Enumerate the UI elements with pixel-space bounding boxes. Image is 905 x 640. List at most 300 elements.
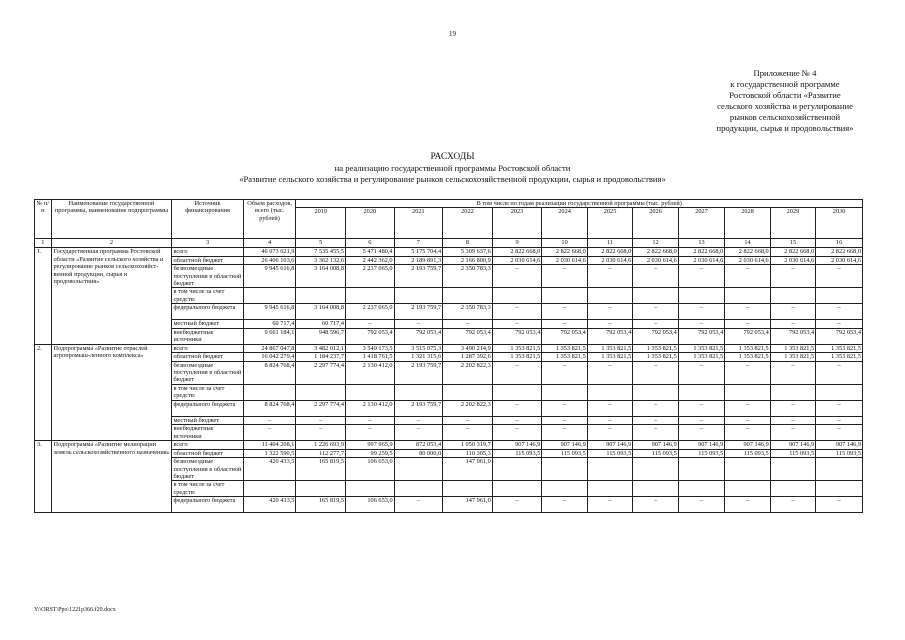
year-amount: – xyxy=(587,265,632,288)
year-amount: – xyxy=(725,425,770,441)
column-number: 16 xyxy=(816,239,863,248)
year-amount: 907 146,9 xyxy=(587,441,632,449)
year-amount: 2 193 759,7 xyxy=(394,361,443,384)
year-amount: 115 093,5 xyxy=(770,449,815,457)
year-amount: – xyxy=(816,361,863,384)
header-year: 2020 xyxy=(346,208,395,239)
year-amount: 948 596,7 xyxy=(296,328,346,344)
year-amount: – xyxy=(492,497,542,513)
appendix-line: Ростовской области «Развитие xyxy=(729,90,841,100)
year-amount: 907 146,9 xyxy=(816,441,863,449)
year-amount: – xyxy=(542,497,587,513)
year-amount: 1 353 821,5 xyxy=(542,344,587,352)
year-amount: – xyxy=(725,400,770,416)
funding-source: в том числе за счет средств: xyxy=(172,481,243,497)
year-amount: 5 471 480,4 xyxy=(346,248,395,256)
year-amount xyxy=(816,481,863,497)
year-amount: 1 353 821,5 xyxy=(492,353,542,361)
year-amount: 907 146,9 xyxy=(678,441,725,449)
year-amount: 2 130 412,0 xyxy=(346,400,395,416)
year-amount: 2 030 614,6 xyxy=(678,256,725,264)
row-number: 1. xyxy=(35,248,52,344)
year-amount xyxy=(725,288,770,304)
program-name: Подпрограмма «Развитие отраслей агропромыш-ленного комплекса» xyxy=(51,344,172,440)
year-amount: – xyxy=(725,361,770,384)
year-amount: – xyxy=(678,497,725,513)
year-amount: – xyxy=(725,320,770,328)
year-amount xyxy=(725,384,770,400)
year-amount: – xyxy=(816,265,863,288)
year-amount: 5 175 704,4 xyxy=(394,248,443,256)
year-amount: – xyxy=(587,320,632,328)
year-amount xyxy=(296,288,346,304)
appendix-line: к государственной программе xyxy=(730,79,840,89)
funding-source: областной бюджет xyxy=(172,256,243,264)
year-amount: 792 053,4 xyxy=(443,328,493,344)
column-number: 15 xyxy=(770,239,815,248)
year-amount: 2 189 891,3 xyxy=(394,256,443,264)
year-amount: 1 353 821,5 xyxy=(492,344,542,352)
year-amount: 792 053,4 xyxy=(492,328,542,344)
program-name: Государственная программа Ростовской области «Развитие сельского хозяйства и регулирование рынков сельскохозяйст-венной продукции, сырья и продовольствия» xyxy=(51,248,172,344)
year-amount: 792 053,4 xyxy=(633,328,678,344)
year-amount xyxy=(770,288,815,304)
year-amount xyxy=(346,288,395,304)
year-amount: – xyxy=(443,320,493,328)
year-amount: – xyxy=(587,304,632,320)
total-amount: 8 824 768,4 xyxy=(243,400,296,416)
year-amount: 115 093,5 xyxy=(725,449,770,457)
year-amount: – xyxy=(443,416,493,424)
year-amount: – xyxy=(678,304,725,320)
year-amount xyxy=(678,288,725,304)
year-amount: 3 515 075,3 xyxy=(394,344,443,352)
year-amount xyxy=(443,384,493,400)
year-amount xyxy=(587,384,632,400)
year-amount: 80 000,0 xyxy=(394,449,443,457)
year-amount: 165 819,5 xyxy=(296,458,346,481)
year-amount xyxy=(633,458,678,481)
year-amount: – xyxy=(492,400,542,416)
year-amount xyxy=(770,384,815,400)
total-amount xyxy=(243,384,296,400)
year-amount xyxy=(394,481,443,497)
year-amount: – xyxy=(492,361,542,384)
year-amount: 5 309 637,6 xyxy=(443,248,493,256)
year-amount: 1 353 821,5 xyxy=(587,353,632,361)
year-amount: – xyxy=(678,361,725,384)
year-amount: – xyxy=(394,320,443,328)
year-amount: – xyxy=(633,265,678,288)
year-amount: 110 305,3 xyxy=(443,449,493,457)
year-amount: 1 353 821,5 xyxy=(633,353,678,361)
year-amount: 1 353 821,5 xyxy=(816,353,863,361)
year-amount: 3 362 132,6 xyxy=(296,256,346,264)
year-amount: – xyxy=(587,400,632,416)
year-amount: – xyxy=(816,320,863,328)
funding-source: безвозмездные поступления в областной бюджет xyxy=(173,265,242,288)
year-amount: 2 237 065,0 xyxy=(346,304,395,320)
year-amount: 1 353 821,5 xyxy=(725,344,770,352)
column-number: 5 xyxy=(296,239,346,248)
year-amount: 2 030 614,6 xyxy=(587,256,632,264)
year-amount: 2 822 668,0 xyxy=(678,248,725,256)
year-amount xyxy=(587,481,632,497)
year-amount: 2 822 668,0 xyxy=(816,248,863,256)
header-year: 2030 xyxy=(816,208,863,239)
year-amount: 2 822 668,0 xyxy=(633,248,678,256)
year-amount: 165 819,5 xyxy=(296,497,346,513)
column-numbers-row xyxy=(35,239,863,248)
year-amount xyxy=(443,481,493,497)
year-amount: – xyxy=(770,400,815,416)
total-amount: 420 433,5 xyxy=(243,497,296,513)
year-amount: 3 164 008,8 xyxy=(296,304,346,320)
year-amount: 2 297 774,4 xyxy=(296,400,346,416)
year-amount: 1 353 821,5 xyxy=(678,344,725,352)
year-amount: – xyxy=(770,361,815,384)
year-amount: – xyxy=(633,400,678,416)
year-amount: 2 193 759,7 xyxy=(394,304,443,320)
year-amount: 2 822 668,0 xyxy=(542,248,587,256)
year-amount: – xyxy=(587,425,632,441)
expenses-table xyxy=(34,199,863,513)
header-name: Наименование государственной программы, наименование подпрограммы xyxy=(51,200,172,239)
column-number: 12 xyxy=(633,239,678,248)
year-amount: 1 321 315,6 xyxy=(394,353,443,361)
year-amount: – xyxy=(725,497,770,513)
header-years-title: В том числе по годам реализации государственной программы (тыс. рублей) xyxy=(296,200,863,208)
year-amount xyxy=(296,384,346,400)
year-amount xyxy=(394,458,443,481)
year-amount: – xyxy=(633,425,678,441)
funding-source: всего xyxy=(172,248,243,256)
table-row xyxy=(35,441,863,449)
year-amount: 147 961,0 xyxy=(443,497,493,513)
year-amount xyxy=(492,384,542,400)
program-name: Подпрограмма «Развитие мелиорации земель сельскохозяйственного назначения» xyxy=(51,441,172,513)
year-amount: – xyxy=(587,497,632,513)
header-year: 2019 xyxy=(296,208,346,239)
header-year: 2027 xyxy=(678,208,725,239)
year-amount: – xyxy=(492,304,542,320)
year-amount: 115 093,5 xyxy=(542,449,587,457)
year-amount: 1 353 821,5 xyxy=(725,353,770,361)
column-number: 3 xyxy=(172,239,243,248)
year-amount: – xyxy=(587,416,632,424)
year-amount: – xyxy=(725,416,770,424)
title-subheading: на реализацию государственной программы Ростовской области xyxy=(334,163,571,173)
year-amount: 1 418 761,5 xyxy=(346,353,395,361)
year-amount: 2 193 759,7 xyxy=(394,400,443,416)
year-amount: 792 053,4 xyxy=(542,328,587,344)
appendix-line: сельского хозяйства и регулирование xyxy=(717,101,853,111)
header-year: 2024 xyxy=(542,208,587,239)
year-amount: – xyxy=(816,497,863,513)
header-year: 2026 xyxy=(633,208,678,239)
table-body xyxy=(35,248,863,513)
year-amount: 792 053,4 xyxy=(587,328,632,344)
row-number: 2. xyxy=(35,344,52,440)
year-amount: 907 146,9 xyxy=(770,441,815,449)
year-amount: 115 093,5 xyxy=(678,449,725,457)
year-amount: – xyxy=(542,265,587,288)
year-amount: 2 130 412,0 xyxy=(346,361,395,384)
year-amount: – xyxy=(678,265,725,288)
funding-source: внебюджетные источники xyxy=(172,425,243,441)
year-amount: 872 053,4 xyxy=(394,441,443,449)
total-amount xyxy=(243,481,296,497)
year-amount: – xyxy=(394,497,443,513)
year-amount: 2 442 362,0 xyxy=(346,256,395,264)
year-amount: – xyxy=(296,425,346,441)
funding-source: областной бюджет xyxy=(172,449,243,457)
column-number: 6 xyxy=(346,239,395,248)
appendix-line: продукции, сырья и продовольствия» xyxy=(716,123,854,133)
year-amount: 1 353 821,5 xyxy=(770,344,815,352)
year-amount: 2 030 614,6 xyxy=(816,256,863,264)
year-amount: 1 353 821,5 xyxy=(633,344,678,352)
year-amount xyxy=(678,481,725,497)
year-amount: 2 193 759,7 xyxy=(394,265,443,288)
column-number: 11 xyxy=(587,239,632,248)
year-amount: – xyxy=(770,497,815,513)
year-amount: – xyxy=(346,425,395,441)
year-amount: 997 965,9 xyxy=(346,441,395,449)
funding-source: местный бюджет xyxy=(172,320,243,328)
year-amount: 2 202 822,3 xyxy=(443,400,493,416)
year-amount: – xyxy=(816,400,863,416)
year-amount: 792 053,4 xyxy=(770,328,815,344)
total-amount: 9 945 616,8 xyxy=(243,304,296,320)
year-amount: – xyxy=(394,416,443,424)
year-amount xyxy=(770,458,815,481)
year-amount xyxy=(587,458,632,481)
year-amount: – xyxy=(492,425,542,441)
year-amount: 1 226 693,9 xyxy=(296,441,346,449)
table-row xyxy=(35,344,863,352)
column-number: 9 xyxy=(492,239,542,248)
year-amount: – xyxy=(542,400,587,416)
year-amount: – xyxy=(816,304,863,320)
header-no: № п/п xyxy=(35,200,52,239)
header-total: Объем расходов, всего (тыс. рублей) xyxy=(243,200,296,239)
year-amount: 2 030 614,6 xyxy=(542,256,587,264)
year-amount: 115 093,5 xyxy=(633,449,678,457)
year-amount: – xyxy=(346,416,395,424)
year-amount: 1 353 821,5 xyxy=(542,353,587,361)
year-amount xyxy=(816,458,863,481)
year-amount: 792 053,4 xyxy=(816,328,863,344)
year-amount: 115 093,5 xyxy=(587,449,632,457)
year-amount xyxy=(542,458,587,481)
year-amount: 1 353 821,5 xyxy=(678,353,725,361)
year-amount xyxy=(394,384,443,400)
year-amount xyxy=(492,481,542,497)
year-amount xyxy=(492,458,542,481)
year-amount: 2 297 774,4 xyxy=(296,361,346,384)
year-amount: 115 093,5 xyxy=(816,449,863,457)
year-amount: 907 146,9 xyxy=(542,441,587,449)
column-number: 14 xyxy=(725,239,770,248)
year-amount: 792 053,4 xyxy=(678,328,725,344)
year-amount xyxy=(346,481,395,497)
funding-source: в том числе за счет средств: xyxy=(172,288,243,304)
total-amount: – xyxy=(243,425,296,441)
year-amount: – xyxy=(725,304,770,320)
header-year: 2028 xyxy=(725,208,770,239)
year-amount xyxy=(492,288,542,304)
year-amount: 2 822 668,0 xyxy=(770,248,815,256)
year-amount xyxy=(587,288,632,304)
year-amount: – xyxy=(770,425,815,441)
year-amount: 60 717,4 xyxy=(296,320,346,328)
page-number: 19 xyxy=(449,30,456,38)
year-amount: – xyxy=(542,304,587,320)
funding-source: внебюджетные источники xyxy=(172,328,243,344)
year-amount: 1 353 821,5 xyxy=(770,353,815,361)
year-amount: – xyxy=(542,361,587,384)
year-amount xyxy=(633,481,678,497)
year-amount: 2 350 783,3 xyxy=(443,304,493,320)
total-amount: 8 824 768,4 xyxy=(243,361,296,384)
year-amount: 907 146,9 xyxy=(492,441,542,449)
header-row-top xyxy=(35,200,863,208)
year-amount: 2 030 614,6 xyxy=(492,256,542,264)
year-amount xyxy=(816,384,863,400)
year-amount xyxy=(633,384,678,400)
year-amount: – xyxy=(770,265,815,288)
year-amount: 147 961,0 xyxy=(443,458,493,481)
title-program-name: «Развитие сельского хозяйства и регулирование рынков сельскохозяйственной продукции, сырья и продовольствия» xyxy=(239,174,666,184)
year-amount: – xyxy=(542,320,587,328)
total-amount: 9 661 184,1 xyxy=(243,328,296,344)
year-amount: 115 093,5 xyxy=(492,449,542,457)
year-amount: – xyxy=(816,425,863,441)
year-amount: – xyxy=(443,425,493,441)
file-path-footer: Y:\ORST\Ppo\1221p366.f20.docx xyxy=(34,607,116,613)
year-amount: 7 535 455,5 xyxy=(296,248,346,256)
year-amount: – xyxy=(296,416,346,424)
year-amount: 3 490 214,9 xyxy=(443,344,493,352)
total-amount: 26 406 103,6 xyxy=(243,256,296,264)
header-year: 2023 xyxy=(492,208,542,239)
column-number: 7 xyxy=(394,239,443,248)
year-amount: 3 482 012,1 xyxy=(296,344,346,352)
funding-source: в том числе за счет средств: xyxy=(172,384,243,400)
year-amount xyxy=(678,458,725,481)
funding-source: всего xyxy=(172,344,243,352)
year-amount: 1 184 237,7 xyxy=(296,353,346,361)
year-amount: 112 277,7 xyxy=(296,449,346,457)
total-amount: 11 404 208,1 xyxy=(243,441,296,449)
year-amount: 792 053,4 xyxy=(725,328,770,344)
year-amount: 2 822 668,0 xyxy=(725,248,770,256)
header-year: 2029 xyxy=(770,208,815,239)
year-amount: – xyxy=(678,400,725,416)
funding-source: безвозмездные поступления в областной бюджет xyxy=(173,458,242,480)
year-amount: – xyxy=(542,425,587,441)
column-number: 10 xyxy=(542,239,587,248)
title-heading: РАСХОДЫ xyxy=(430,152,475,162)
year-amount: – xyxy=(492,265,542,288)
year-amount: 907 146,9 xyxy=(725,441,770,449)
year-amount: 3 549 173,5 xyxy=(346,344,395,352)
total-amount: 9 945 616,8 xyxy=(243,265,296,288)
year-amount: 1 353 821,5 xyxy=(816,344,863,352)
year-amount: 1 353 821,5 xyxy=(587,344,632,352)
year-amount xyxy=(633,288,678,304)
year-amount: – xyxy=(492,416,542,424)
header-year: 2025 xyxy=(587,208,632,239)
year-amount xyxy=(678,384,725,400)
year-amount xyxy=(542,481,587,497)
year-amount: – xyxy=(542,416,587,424)
year-amount: 907 146,9 xyxy=(633,441,678,449)
year-amount: 2 237 065,0 xyxy=(346,265,395,288)
column-number: 2 xyxy=(51,239,172,248)
year-amount xyxy=(725,481,770,497)
year-amount: – xyxy=(770,416,815,424)
header-year: 2022 xyxy=(443,208,493,239)
total-amount: – xyxy=(243,416,296,424)
document-title xyxy=(0,152,905,185)
year-amount: – xyxy=(725,265,770,288)
year-amount: – xyxy=(346,320,395,328)
appendix-block xyxy=(680,68,890,134)
year-amount: 2 030 614,6 xyxy=(770,256,815,264)
year-amount: 792 053,4 xyxy=(346,328,395,344)
funding-source: областной бюджет xyxy=(172,353,243,361)
year-amount: – xyxy=(633,416,678,424)
year-amount: – xyxy=(770,320,815,328)
year-amount xyxy=(443,288,493,304)
year-amount: – xyxy=(816,416,863,424)
appendix-line: рынков сельскохозяйственной xyxy=(729,112,841,122)
year-amount: – xyxy=(633,497,678,513)
year-amount: 106 653,0 xyxy=(346,497,395,513)
year-amount: – xyxy=(770,304,815,320)
column-number: 8 xyxy=(443,239,493,248)
table-row xyxy=(35,248,863,256)
year-amount: 1 050 319,7 xyxy=(443,441,493,449)
funding-source: федерального бюджета xyxy=(172,304,243,320)
total-amount: 1 322 590,5 xyxy=(243,449,296,457)
funding-source: местный бюджет xyxy=(172,416,243,424)
year-amount: 2 350 783,3 xyxy=(443,265,493,288)
header-year: 2021 xyxy=(394,208,443,239)
column-number: 13 xyxy=(678,239,725,248)
year-amount xyxy=(542,288,587,304)
year-amount: – xyxy=(492,320,542,328)
column-number: 4 xyxy=(243,239,296,248)
year-amount xyxy=(725,458,770,481)
year-amount: 2 030 614,6 xyxy=(633,256,678,264)
appendix-line: Приложение № 4 xyxy=(753,68,817,78)
year-amount: 2 202 822,3 xyxy=(443,361,493,384)
header-source: Источник финансирования xyxy=(172,200,243,239)
year-amount xyxy=(394,288,443,304)
total-amount: 420 433,5 xyxy=(243,458,296,481)
year-amount: 99 259,5 xyxy=(346,449,395,457)
funding-source: безвозмездные поступления в областной бюджет xyxy=(173,361,242,384)
total-amount: 24 867 047,8 xyxy=(243,344,296,352)
funding-source: федерального бюджета xyxy=(172,400,243,416)
year-amount: – xyxy=(678,416,725,424)
year-amount: 2 822 668,0 xyxy=(587,248,632,256)
year-amount: 2 822 668,0 xyxy=(492,248,542,256)
total-amount: 60 717,4 xyxy=(243,320,296,328)
